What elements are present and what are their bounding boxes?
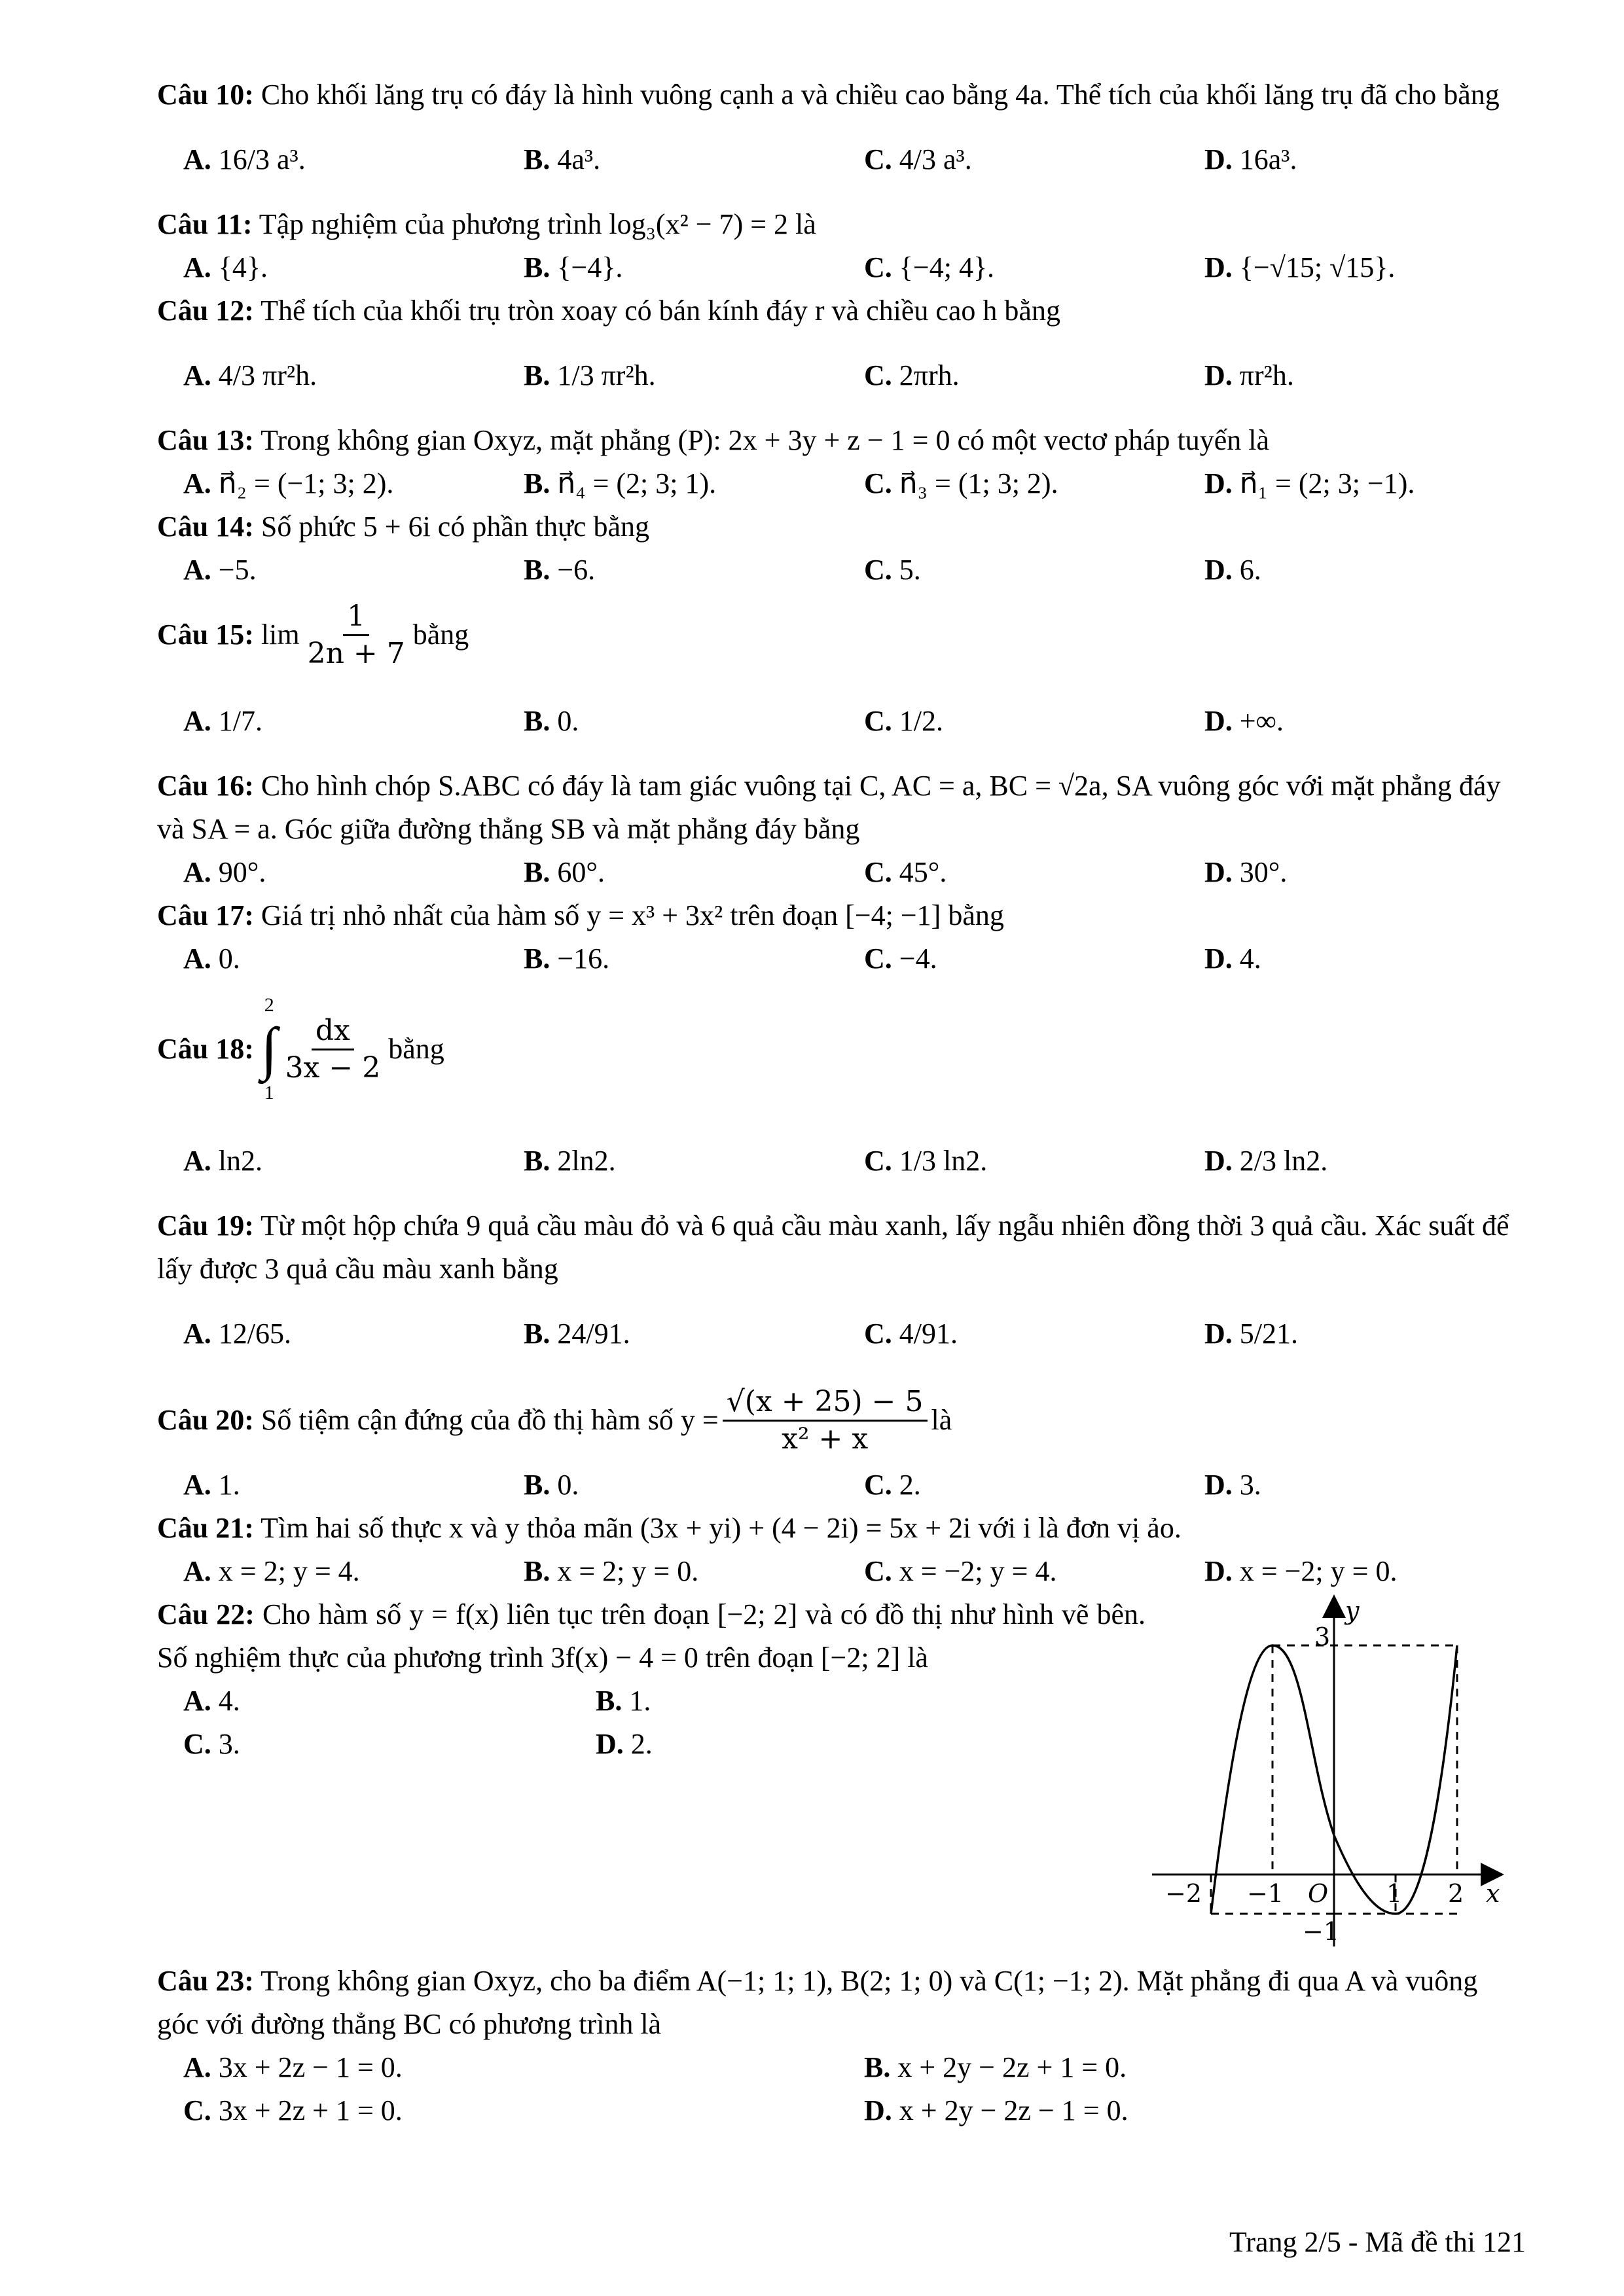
q19-label: Câu 19: (157, 1210, 254, 1242)
label-c: C. (183, 1728, 211, 1760)
q16-option-b[interactable] (524, 851, 864, 894)
q18-option-c[interactable] (864, 1139, 1204, 1183)
q11-text: Tập nghiệm của phương trình log₃(x² − 7) = 2 là (259, 208, 816, 240)
q22-option-d[interactable] (596, 1723, 1008, 1766)
q20-label: Câu 20: (157, 1404, 254, 1436)
question-21 (157, 1507, 1519, 1550)
q14-d-text: 6. (1239, 554, 1261, 586)
q21-option-d[interactable] (1204, 1550, 1545, 1593)
page-footer: Trang 2/5 - Mã đề thi 121 (1229, 2226, 1526, 2258)
q19-option-b[interactable] (524, 1312, 864, 1355)
q22-option-a[interactable] (183, 1679, 596, 1723)
q14-options (157, 548, 1519, 592)
x-tick-minus-1: −1 (1247, 1879, 1284, 1908)
q20-frac-num: √(x + 25) − 5 (723, 1384, 928, 1422)
q19-c-text: 4/91. (899, 1318, 958, 1350)
q18-option-d[interactable] (1204, 1139, 1545, 1183)
x-tick-2: 2 (1448, 1879, 1464, 1908)
q16-option-c[interactable] (864, 851, 1204, 894)
q10-a-text: 16/3 a³. (218, 143, 306, 175)
q12-label: Câu 12: (157, 295, 254, 327)
q15-option-b[interactable] (524, 700, 864, 743)
q22-option-b[interactable] (596, 1679, 1008, 1723)
q20-option-c[interactable] (864, 1463, 1204, 1507)
q17-d-text: 4. (1239, 942, 1261, 975)
q19-b-text: 24/91. (557, 1318, 630, 1350)
label-a: A. (183, 1685, 211, 1717)
q20-c-text: 2. (899, 1469, 921, 1501)
q11-option-d[interactable] (1204, 246, 1545, 289)
q18-int-upper: 2 (264, 994, 274, 1016)
q22-d-text: 2. (630, 1728, 653, 1760)
q10-text: Cho khối lăng trụ có đáy là hình vuông cạnh a và chiều cao bằng 4a. Thể tích của khối lăng trụ đã cho bằng (261, 79, 1500, 111)
q18-c-text: 1/3 ln2. (899, 1145, 988, 1177)
label-a: A. (183, 1469, 211, 1501)
label-b: B. (524, 1145, 550, 1177)
x-tick-1: 1 (1386, 1879, 1403, 1908)
q19-option-a[interactable] (183, 1312, 524, 1355)
q20-text-pre: Số tiệm cận đứng của đồ thị hàm số y = (261, 1404, 719, 1436)
q13-option-d[interactable] (1204, 462, 1545, 505)
y-tick-minus-1: −1 (1303, 1917, 1340, 1946)
q23-option-a[interactable] (183, 2046, 864, 2089)
q18-d-text: 2/3 ln2. (1239, 1145, 1328, 1177)
q21-option-c[interactable] (864, 1550, 1204, 1593)
q12-option-c[interactable] (864, 354, 1204, 397)
label-d: D. (1204, 705, 1233, 737)
q22-b-text: 1. (629, 1685, 651, 1717)
origin-label: O (1308, 1879, 1329, 1908)
q21-option-b[interactable] (524, 1550, 864, 1593)
label-c: C. (864, 1145, 892, 1177)
label-d: D. (1204, 554, 1233, 586)
q23-a-text: 3x + 2z − 1 = 0. (218, 2051, 403, 2083)
q11-a-text: {4}. (218, 251, 268, 283)
label-b: B. (524, 467, 550, 499)
q11-options (157, 246, 1519, 289)
question-16 (157, 764, 1519, 851)
q10-option-c[interactable] (864, 138, 1204, 181)
q12-d-text: πr²h. (1239, 359, 1294, 391)
question-19 (157, 1204, 1519, 1291)
q11-option-b[interactable] (524, 246, 864, 289)
q10-option-a[interactable] (183, 138, 524, 181)
label-a: A. (183, 251, 211, 283)
label-d: D. (1204, 1555, 1233, 1587)
q19-option-c[interactable] (864, 1312, 1204, 1355)
q22-stem (157, 1593, 1146, 1679)
q15-option-d[interactable] (1204, 700, 1545, 743)
q17-b-text: −16. (557, 942, 610, 975)
q22-options-row2 (157, 1723, 1146, 1766)
q13-option-c[interactable] (864, 462, 1204, 505)
label-a: A. (183, 467, 211, 499)
label-d: D. (1204, 856, 1233, 888)
question-20 (157, 1377, 1519, 1463)
question-22 (157, 1593, 1519, 1960)
label-a: A. (183, 705, 211, 737)
q23-c-text: 3x + 2z + 1 = 0. (218, 2094, 403, 2126)
q22-c-text: 3. (218, 1728, 240, 1760)
question-11 (157, 203, 1519, 246)
label-b: B. (524, 251, 550, 283)
graph-labels (1165, 1596, 1500, 1946)
q20-b-text: 0. (557, 1469, 579, 1501)
question-13 (157, 419, 1519, 462)
q11-option-a[interactable] (183, 246, 524, 289)
q17-c-text: −4. (899, 942, 937, 975)
q22-a-text: 4. (218, 1685, 240, 1717)
label-d: D. (1204, 942, 1233, 975)
q15-frac-num: 1 (343, 599, 369, 636)
y-axis-label: y (1345, 1596, 1360, 1625)
label-b: B. (524, 705, 550, 737)
q21-label: Câu 21: (157, 1512, 254, 1544)
label-b: B. (524, 1555, 550, 1587)
q17-text: Giá trị nhỏ nhất của hàm số y = x³ + 3x² trên đoạn [−4; −1] bằng (261, 899, 1004, 931)
label-d: D. (596, 1728, 624, 1760)
label-b: B. (524, 554, 550, 586)
label-c: C. (864, 143, 892, 175)
q18-option-a[interactable] (183, 1139, 524, 1183)
q22-option-c[interactable] (183, 1723, 596, 1766)
label-d: D. (1204, 467, 1233, 499)
q13-text: Trong không gian Oxyz, mặt phẳng (P): 2x + 3y + z − 1 = 0 có một vectơ pháp tuyến là (261, 424, 1270, 456)
q15-c-text: 1/2. (899, 705, 944, 737)
label-c: C. (183, 2094, 211, 2126)
q20-frac-den: x² + x (782, 1422, 869, 1456)
q21-b-text: x = 2; y = 0. (557, 1555, 699, 1587)
q16-option-a[interactable] (183, 851, 524, 894)
label-c: C. (864, 467, 892, 499)
label-d: D. (1204, 1469, 1233, 1501)
q20-option-a[interactable] (183, 1463, 524, 1507)
q22-label: Câu 22: (157, 1598, 255, 1630)
q15-option-c[interactable] (864, 700, 1204, 743)
q16-a-text: 90°. (218, 856, 266, 888)
q14-a-text: −5. (218, 554, 257, 586)
label-b: B. (524, 1318, 550, 1350)
label-c: C. (864, 1469, 892, 1501)
q12-a-text: 4/3 πr²h. (218, 359, 317, 391)
q16-text: Cho hình chóp S.ABC có đáy là tam giác vuông tại C, AC = a, BC = √2a, SA vuông góc với mặt phẳng đáy và SA = a. Góc giữa đường thẳng SB và mặt phẳng đáy bằng (157, 770, 1501, 845)
q12-option-b[interactable] (524, 354, 864, 397)
q18-integral (261, 994, 278, 1104)
label-b: B. (524, 942, 550, 975)
q14-option-c[interactable] (864, 548, 1204, 592)
label-d: D. (864, 2094, 892, 2126)
q14-b-text: −6. (557, 554, 596, 586)
q13-d-text: n⃗₁ = (2; 3; −1). (1239, 467, 1415, 499)
q12-text: Thể tích của khối trụ tròn xoay có bán kính đáy r và chiều cao h bằng (261, 295, 1060, 327)
label-d: D. (1204, 359, 1233, 391)
q21-options (157, 1550, 1519, 1593)
label-a: A. (183, 1318, 211, 1350)
q19-d-text: 5/21. (1239, 1318, 1299, 1350)
question-15 (157, 592, 1519, 678)
q21-a-text: x = 2; y = 4. (218, 1555, 360, 1587)
q10-d-text: 16a³. (1239, 143, 1297, 175)
q10-c-text: 4/3 a³. (899, 143, 972, 175)
q19-a-text: 12/65. (218, 1318, 292, 1350)
question-14 (157, 505, 1519, 548)
q23-options-row2 (157, 2089, 1519, 2132)
q14-label: Câu 14: (157, 511, 254, 543)
label-d: D. (1204, 1318, 1233, 1350)
label-a: A. (183, 359, 211, 391)
q23-option-d[interactable] (864, 2089, 1545, 2132)
q10-option-d[interactable] (1204, 138, 1545, 181)
q22-text: Cho hàm số y = f(x) liên tục trên đoạn [−2; 2] và có đồ thị như hình vẽ bên. Số nghiệm thực của phương trình 3f(x) − 4 = 0 trên đoạn [−2; 2] là (157, 1598, 1146, 1674)
q16-label: Câu 16: (157, 770, 254, 802)
label-b: B. (524, 359, 550, 391)
q15-b-text: 0. (557, 705, 579, 737)
q11-option-c[interactable] (864, 246, 1204, 289)
q20-d-text: 3. (1239, 1469, 1261, 1501)
q17-a-text: 0. (218, 942, 240, 975)
q15-d-text: +∞. (1239, 705, 1284, 737)
q10-label: Câu 10: (157, 79, 254, 111)
q17-option-a[interactable] (183, 937, 524, 980)
q17-option-b[interactable] (524, 937, 864, 980)
label-a: A. (183, 1145, 211, 1177)
q16-c-text: 45°. (899, 856, 947, 888)
q11-d-text: {−√15; √15}. (1239, 251, 1396, 283)
label-b: B. (524, 143, 550, 175)
q12-b-text: 1/3 πr²h. (557, 359, 656, 391)
integral-icon: ∫ (261, 1016, 278, 1081)
question-17 (157, 894, 1519, 937)
q13-options (157, 462, 1519, 505)
label-a: A. (183, 2051, 211, 2083)
label-a: A. (183, 143, 211, 175)
q21-c-text: x = −2; y = 4. (899, 1555, 1057, 1587)
q22-function-graph (1139, 1593, 1506, 1960)
q13-option-a[interactable] (183, 462, 524, 505)
q12-options (157, 332, 1519, 419)
q15-frac-den: 2n + 7 (307, 636, 405, 670)
q18-a-text: ln2. (218, 1145, 263, 1177)
label-b: B. (596, 1685, 623, 1717)
q20-options (157, 1463, 1519, 1507)
q15-option-a[interactable] (183, 700, 524, 743)
q23-option-b[interactable] (864, 2046, 1545, 2089)
q13-c-text: n⃗₃ = (1; 3; 2). (899, 467, 1058, 499)
q18-text-post: bằng (388, 1033, 444, 1065)
q13-label: Câu 13: (157, 424, 254, 456)
q15-lim: lim (261, 619, 300, 651)
label-c: C. (864, 359, 892, 391)
q17-label: Câu 17: (157, 899, 254, 931)
q12-c-text: 2πrh. (899, 359, 960, 391)
q19-option-d[interactable] (1204, 1312, 1545, 1355)
q21-text: Tìm hai số thực x và y thỏa mãn (3x + yi) + (4 − 2i) = 5x + 2i với i là đơn vị ảo. (261, 1512, 1182, 1544)
q22-options-row1 (157, 1679, 1146, 1723)
q21-option-a[interactable] (183, 1550, 524, 1593)
q16-options (157, 851, 1519, 894)
label-c: C. (864, 554, 892, 586)
q14-option-b[interactable] (524, 548, 864, 592)
q23-label: Câu 23: (157, 1965, 254, 1997)
q13-b-text: n⃗₄ = (2; 3; 1). (557, 467, 717, 499)
q10-b-text: 4a³. (557, 143, 601, 175)
label-b: B. (524, 1469, 550, 1501)
label-a: A. (183, 856, 211, 888)
q11-label: Câu 11: (157, 208, 253, 240)
q15-text-post: bằng (412, 619, 469, 651)
q20-fraction (723, 1384, 928, 1457)
label-c: C. (864, 942, 892, 975)
q18-fraction (281, 1013, 385, 1086)
q10-options (157, 117, 1519, 203)
label-c: C. (864, 251, 892, 283)
q19-text: Từ một hộp chứa 9 quả cầu màu đỏ và 6 quả cầu màu xanh, lấy ngẫu nhiên đồng thời 3 quả cầu. Xác suất để lấy được 3 quả cầu màu xanh bằng (157, 1210, 1509, 1285)
q20-text-post: là (931, 1404, 952, 1436)
q20-option-b[interactable] (524, 1463, 864, 1507)
q14-option-a[interactable] (183, 548, 524, 592)
label-c: C. (864, 1318, 892, 1350)
q14-text: Số phức 5 + 6i có phần thực bằng (261, 511, 649, 543)
q15-a-text: 1/7. (218, 705, 263, 737)
question-18 (157, 980, 1519, 1118)
exam-page (157, 73, 1519, 2132)
label-b: B. (864, 2051, 891, 2083)
label-c: C. (864, 705, 892, 737)
q16-option-d[interactable] (1204, 851, 1545, 894)
label-c: C. (864, 1555, 892, 1587)
q15-fraction (304, 599, 409, 672)
q14-c-text: 5. (899, 554, 921, 586)
q13-a-text: n⃗₂ = (−1; 3; 2). (218, 467, 394, 499)
q18-options (157, 1118, 1519, 1204)
q23-option-c[interactable] (183, 2089, 864, 2132)
x-tick-minus-2: −2 (1165, 1879, 1202, 1908)
q21-d-text: x = −2; y = 0. (1239, 1555, 1398, 1587)
q16-d-text: 30°. (1239, 856, 1288, 888)
label-a: A. (183, 1555, 211, 1587)
q17-option-d[interactable] (1204, 937, 1545, 980)
q15-options (157, 678, 1519, 764)
label-d: D. (1204, 1145, 1233, 1177)
q11-c-text: {−4; 4}. (899, 251, 995, 283)
q11-b-text: {−4}. (557, 251, 623, 283)
q13-option-b[interactable] (524, 462, 864, 505)
q18-frac-num: dx (312, 1013, 354, 1050)
question-12 (157, 289, 1519, 332)
label-a: A. (183, 942, 211, 975)
q23-d-text: x + 2y − 2z − 1 = 0. (899, 2094, 1128, 2126)
question-23 (157, 1960, 1519, 2046)
q10-option-b[interactable] (524, 138, 864, 181)
q17-option-c[interactable] (864, 937, 1204, 980)
q20-a-text: 1. (218, 1469, 240, 1501)
x-axis-label: x (1486, 1879, 1500, 1908)
q18-int-lower: 1 (264, 1082, 274, 1103)
q18-b-text: 2ln2. (557, 1145, 616, 1177)
q17-options (157, 937, 1519, 980)
q23-b-text: x + 2y − 2z + 1 = 0. (897, 2051, 1127, 2083)
q23-text: Trong không gian Oxyz, cho ba điểm A(−1; 1; 1), B(2; 1; 0) và C(1; −1; 2). Mặt phẳng đi qua A và vuông góc với đường thẳng BC có phương trình là (157, 1965, 1478, 2040)
q12-option-d[interactable] (1204, 354, 1545, 397)
label-d: D. (1204, 143, 1233, 175)
q15-label: Câu 15: (157, 619, 254, 651)
q19-options (157, 1291, 1519, 1377)
label-a: A. (183, 554, 211, 586)
q18-label: Câu 18: (157, 1033, 254, 1065)
label-c: C. (864, 856, 892, 888)
q12-option-a[interactable] (183, 354, 524, 397)
q14-option-d[interactable] (1204, 548, 1545, 592)
label-d: D. (1204, 251, 1233, 283)
q16-b-text: 60°. (557, 856, 605, 888)
question-10 (157, 73, 1519, 117)
label-b: B. (524, 856, 550, 888)
q23-options-row1 (157, 2046, 1519, 2089)
q18-option-b[interactable] (524, 1139, 864, 1183)
q18-frac-den: 3x − 2 (285, 1050, 381, 1085)
y-tick-3: 3 (1314, 1623, 1331, 1651)
q20-option-d[interactable] (1204, 1463, 1545, 1507)
